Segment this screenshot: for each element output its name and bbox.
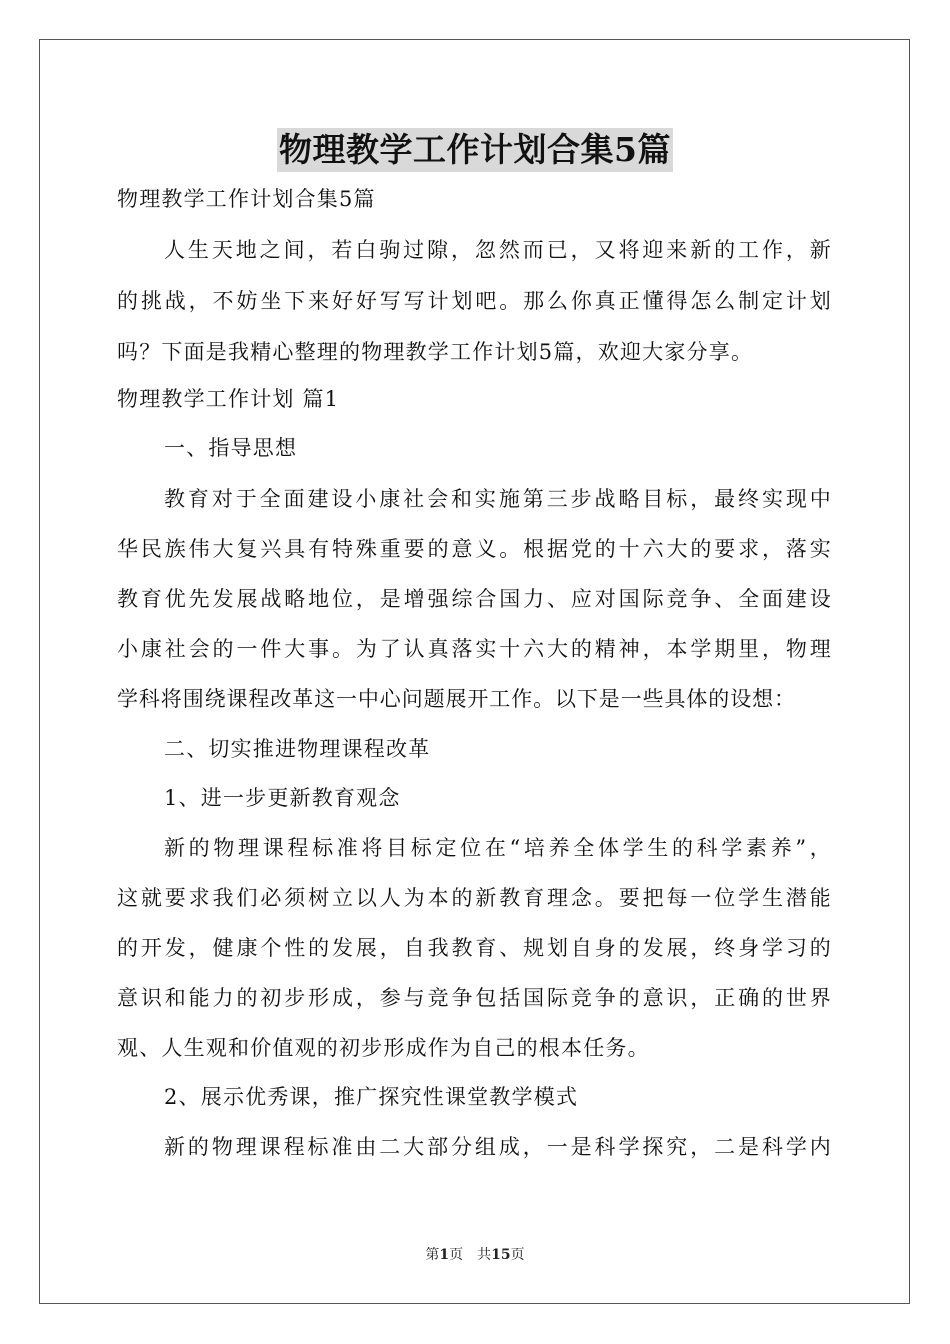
footer-prefix: 第 <box>425 1247 440 1263</box>
section-heading: 物理教学工作计划 篇1 <box>117 387 340 411</box>
paragraph-line: 学科将围绕课程改革这一中心问题展开工作。以下是一些具体的设想： <box>117 687 796 711</box>
heading-item-2: 2、展示优秀课，推广探究性课堂教学模式 <box>164 1085 579 1109</box>
paragraph-line: 教育对于全面建设小康社会和实施第三步战略目标，最终实现中 <box>164 487 832 511</box>
paragraph-line: 小康社会的一件大事。为了认真落实十六大的精神，本学期里，物理 <box>117 637 832 661</box>
document-title: 物理教学工作计划合集5篇 <box>277 128 673 172</box>
paragraph-line: 教育优先发展战略地位，是增强综合国力、应对国际竞争、全面建设 <box>117 587 832 611</box>
subtitle-line: 物理教学工作计划合集5篇 <box>117 187 376 211</box>
footer-page-number: 1 <box>439 1247 450 1263</box>
paragraph-line: 观、人生观和价值观的初步形成作为自己的根本任务。 <box>117 1036 650 1060</box>
footer-suffix: 页 <box>510 1247 525 1263</box>
paragraph-line: 人生天地之间，若白驹过隙，忽然而已，又将迎来新的工作，新 <box>164 238 832 262</box>
paragraph-line: 吗？下面是我精心整理的物理教学工作计划5篇，欢迎大家分享。 <box>117 340 754 364</box>
title-container <box>0 128 950 172</box>
paragraph-line: 新的物理课程标准将目标定位在“培养全体学生的科学素养”， <box>164 836 832 860</box>
footer-mid: 页 共 <box>449 1247 492 1263</box>
heading-guiding-thought: 一、指导思想 <box>164 436 298 460</box>
paragraph-line: 这就要求我们必须树立以人为本的新教育理念。要把每一位学生潜能 <box>117 886 832 910</box>
page-border <box>39 39 910 1304</box>
heading-curriculum-reform: 二、切实推进物理课程改革 <box>164 737 431 761</box>
paragraph-line: 新的物理课程标准由二大部分组成，一是科学探究，二是科学内 <box>164 1135 832 1159</box>
footer-total-pages: 15 <box>491 1247 511 1263</box>
heading-item-1: 1、进一步更新教育观念 <box>164 786 401 810</box>
paragraph-line: 华民族伟大复兴具有特殊重要的意义。根据党的十六大的要求，落实 <box>117 537 832 561</box>
paragraph-line: 意识和能力的初步形成，参与竞争包括国际竞争的意识，正确的世界 <box>117 986 832 1010</box>
paragraph-line: 的开发，健康个性的发展，自我教育、规划自身的发展，终身学习的 <box>117 936 832 960</box>
page-footer <box>0 1245 950 1265</box>
paragraph-line: 的挑战，不妨坐下来好好写写计划吧。那么你真正懂得怎么制定计划 <box>117 289 832 313</box>
